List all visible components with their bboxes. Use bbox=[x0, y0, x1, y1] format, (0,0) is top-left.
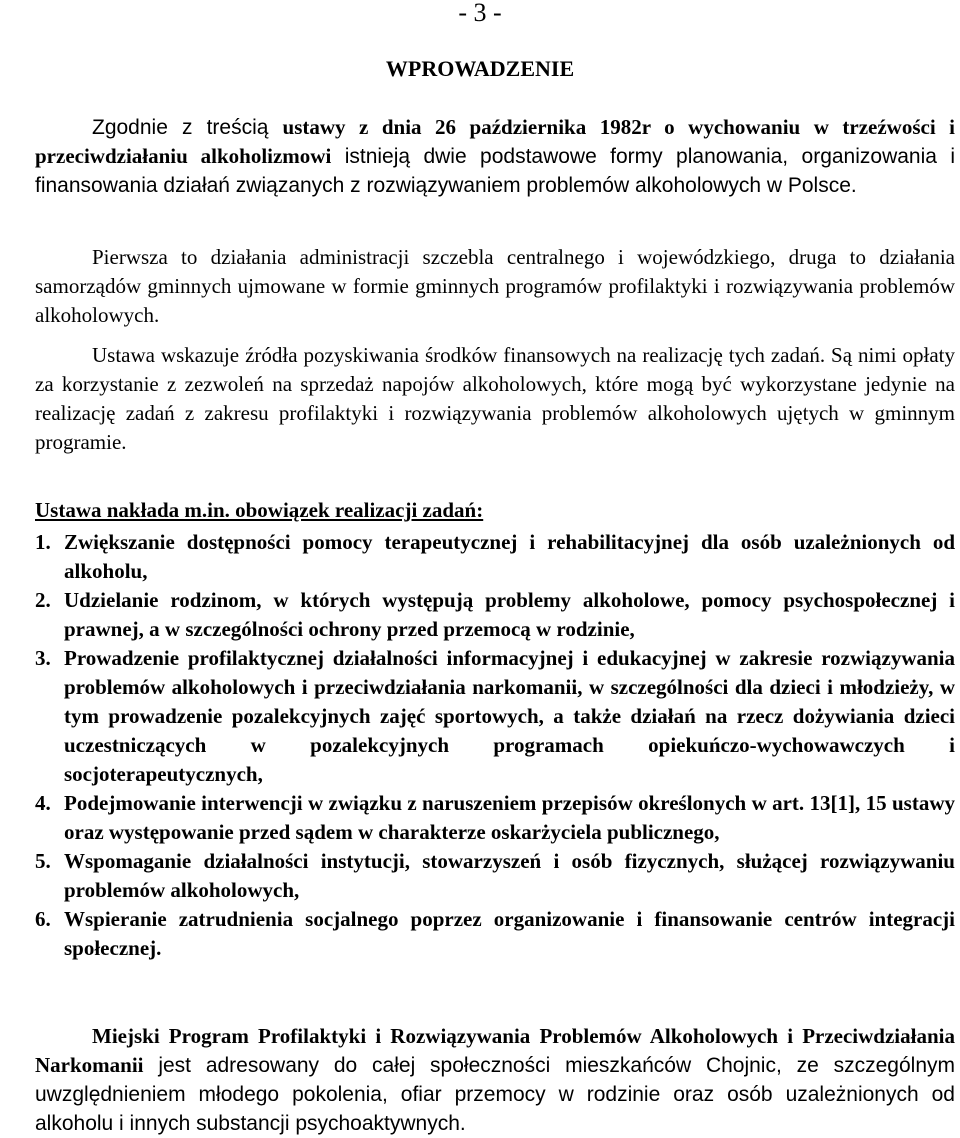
duty-number: 1. bbox=[35, 530, 51, 554]
duty-text: Wspomaganie działalności instytucji, stowarzyszeń i osób fizycznych, służącej rozwiązywaniu problemów alkoholowych, bbox=[64, 849, 955, 902]
duty-item bbox=[35, 905, 955, 963]
duty-number: 4. bbox=[35, 791, 51, 815]
duty-item bbox=[35, 528, 955, 586]
closing-rest: jest adresowany do całej społeczności mieszkańców Chojnic, ze szczególnym uwzględnieniem młodego pokolenia, ofiar przemocy w rodzinie oraz osób uzależnionych od alkoholu i innych substancji psychoaktywnych. bbox=[35, 1054, 955, 1135]
paragraph-funding: Ustawa wskazuje źródła pozyskiwania środków finansowych na realizację tych zadań. Są nimi opłaty za korzystanie z zezwoleń na sprzedaż napojów alkoholowych, które mogą być wykorzystane jedynie na realizację zadań z zakresu profilaktyki i rozwiązywania problemów alkoholowych ujętych w gminnym programie. bbox=[35, 343, 955, 454]
intro-lead: Zgodnie z treścią bbox=[92, 116, 283, 139]
duty-text: Prowadzenie profilaktycznej działalności informacyjnej i edukacyjnej w zakresie rozwiązywania problemów alkoholowych i przeciwdziałania narkomanii, w szczególności dla dzieci i młodzieży, w tym prowadzenie pozalekcyjnych zajęć sportowych, a także działań na rzecz dożywiania dzieci uczestniczących w pozalekcyjnych programach opiekuńczo-wychowawczych i socjoterapeutycznych, bbox=[64, 646, 955, 786]
intro-paragraph bbox=[35, 113, 955, 200]
duty-number: 2. bbox=[35, 588, 51, 612]
act-title: ustawy z dnia 26 października 1982r o wychowaniu w trzeźwości i przeciwdziałaniu alkoholizmowi bbox=[35, 115, 955, 168]
duty-text: Podejmowanie interwencji w związku z naruszeniem przepisów określonych w art. 13[1], 15 ustawy oraz występowanie przed sądem w charakterze oskarżyciela publicznego, bbox=[64, 791, 955, 844]
duty-item bbox=[35, 644, 955, 789]
duty-item bbox=[35, 789, 955, 847]
page-number: - 3 - bbox=[458, 0, 502, 27]
duty-text: Wspieranie zatrudnienia socjalnego poprzez organizowanie i finansowanie centrów integracji społecznej. bbox=[64, 907, 955, 960]
intro-rest: istnieją dwie podstawowe formy planowania, organizowania i finansowania działań związanych z rozwiązywaniem problemów alkoholowych w Polsce. bbox=[35, 145, 955, 197]
paragraph-administration: Pierwsza to działania administracji szczebla centralnego i wojewódzkiego, druga to działania samorządów gminnych ujmowane w formie gminnych programów profilaktyki i rozwiązywania problemów alkoholowych. bbox=[35, 245, 955, 327]
closing-paragraph bbox=[35, 1022, 955, 1138]
program-name: Miejski Program Profilaktyki i Rozwiązywania Problemów Alkoholowych i Przeciwdziałania Narkomanii bbox=[35, 1024, 955, 1077]
duty-text: Udzielanie rodzinom, w których występują problemy alkoholowe, pomocy psychospołecznej i prawnej, a w szczególności ochrony przed przemocą w rodzinie, bbox=[64, 588, 955, 641]
duty-text: Zwiększanie dostępności pomocy terapeutycznej i rehabilitacyjnej dla osób uzależnionych od alkoholu, bbox=[64, 530, 955, 583]
duty-number: 3. bbox=[35, 646, 51, 670]
page-heading: WPROWADZENIE bbox=[385, 56, 575, 81]
duty-item bbox=[35, 586, 955, 644]
duties-list bbox=[35, 528, 955, 963]
duties-title: Ustawa nakłada m.in. obowiązek realizacji zadań: bbox=[35, 498, 484, 522]
duty-item bbox=[35, 847, 955, 905]
duty-number: 5. bbox=[35, 849, 51, 873]
duty-number: 6. bbox=[35, 907, 51, 931]
